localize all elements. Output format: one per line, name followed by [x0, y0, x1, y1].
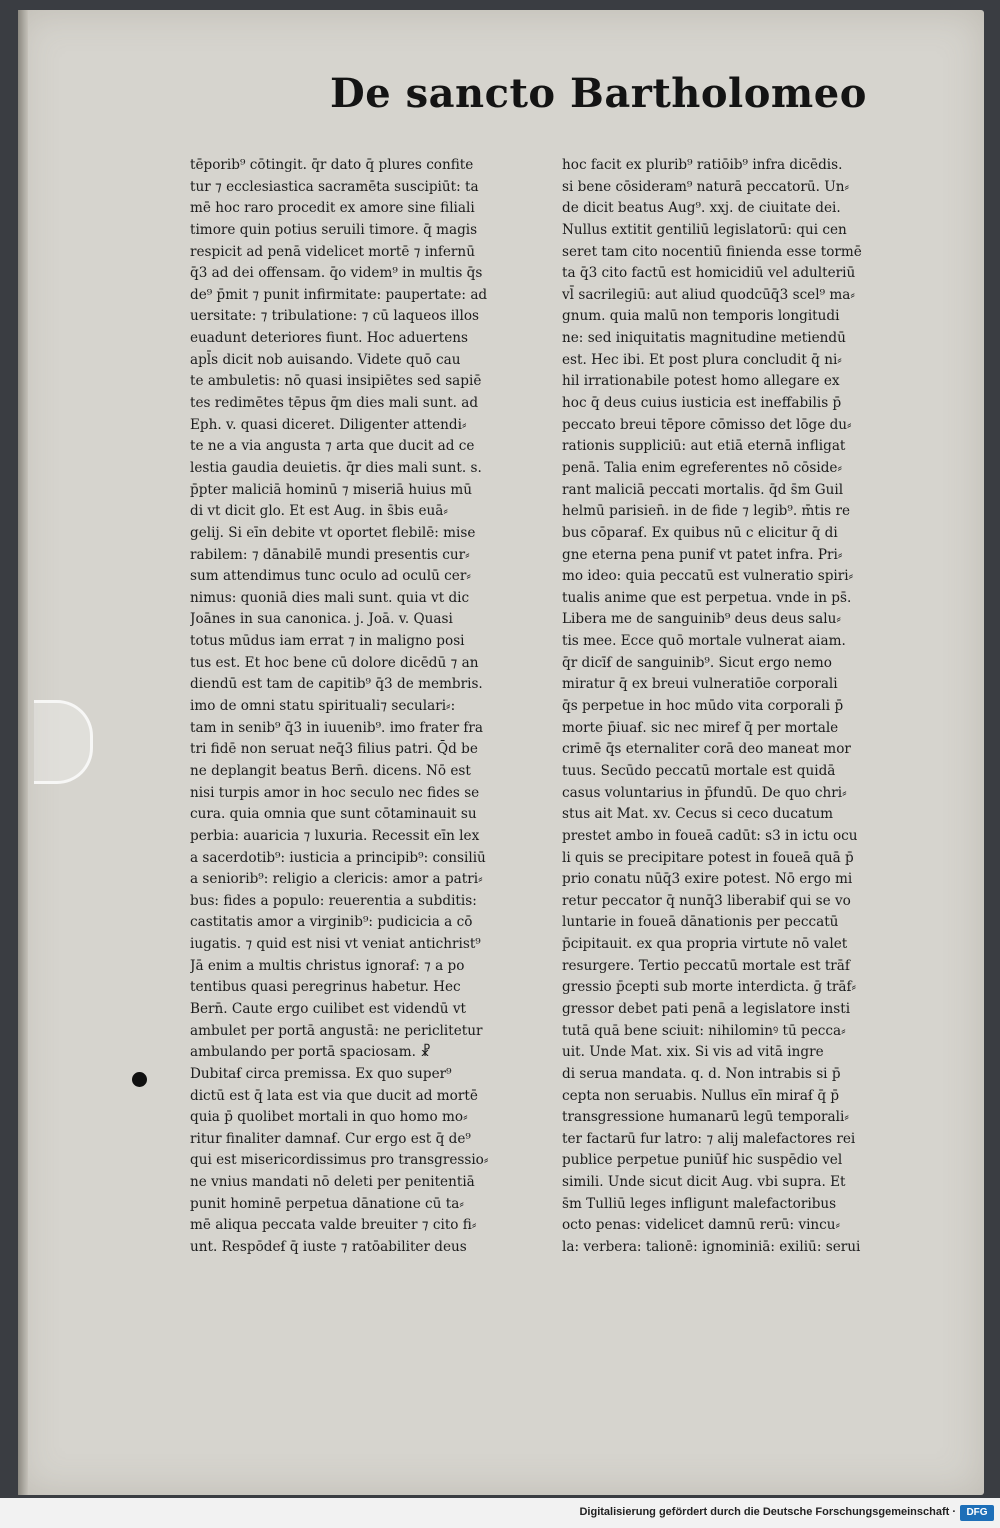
punch-hole-mark [132, 1072, 147, 1087]
footer-bar [0, 1498, 1000, 1528]
text-line: Dubitaẜ circa premissa. Ex quo super⁹ [190, 1065, 452, 1082]
text-line: p̄pter maliciā hominū ⁊ miseriā huius mū [190, 481, 472, 498]
text-line: tēporib⁹ cōtingit. q̄r dato q̄ plures confite [190, 157, 474, 173]
text-line: casus voluntarius in p̄fundū. De quo chri⸗ [562, 784, 847, 801]
text-line: Libera me de sanguinib⁹ deus deus salu⸗ [562, 611, 841, 628]
text-line: ambulando per portā spaciosam. ☧ [190, 1044, 431, 1061]
text-line: tuus. Secūdo peccatū mortale est quidā [562, 762, 836, 779]
text-line: uersitate: ⁊ tribulatione: ⁊ cū laqueos illos [190, 308, 479, 325]
text-line: gressio p̄cepti sub morte interdicta. ḡ trāf⸗ [562, 979, 857, 996]
text-line: punit hominē perpetua dānatione cū ta⸗ [190, 1195, 464, 1212]
text-line: est. Hec ibi. Et post plura concludit q̄ ni⸗ [562, 351, 842, 368]
text-line: peccato breui tēpore cōmisso det lōge du⸗ [562, 416, 852, 433]
text-line: si bene cōsideram⁹ naturā peccatorū. Un⸗ [562, 178, 850, 195]
text-line: tur ⁊ ecclesiastica sacramēta suscipiūt: ta [190, 178, 479, 195]
text-line: cura. quia omnia que sunt cōtaminauit su [190, 806, 477, 823]
text-line: q̄s perpetue in hoc mūdo vita corporali p̄ [562, 698, 844, 715]
text-line: helmū parisien̄. in de fide ⁊ legib⁹. m̄tis re [562, 503, 851, 520]
text-line: crimē q̄s eternaliter corā deo maneat mor [562, 741, 851, 758]
text-line: hil irrationabile potest homo allegare ex [562, 373, 840, 390]
text-line: perbia: auaricia ⁊ luxuria. Recessit eīn lex [190, 827, 480, 844]
text-line: di vt dicit glo. Et est Aug. in s̄bis euā⸗ [190, 503, 448, 520]
text-line: penā. Talia enim egreferentes nō cōside⸗ [562, 459, 842, 476]
text-line: rabilem: ⁊ dānabilē mundi presentis cur⸗ [190, 546, 470, 563]
text-line: castitatis amor a virginib⁹: pudicicia a cō [190, 914, 473, 931]
text-line: ambulet per portā angustā: ne periclitetur [190, 1022, 483, 1039]
text-line: mē hoc raro procedit ex amore sine filiali [190, 200, 475, 217]
text-line: gne eterna pena puniẜ vt patet infra. Pri⸗ [562, 546, 843, 563]
text-line: de⁹ p̄mit ⁊ punit infirmitate: paupertate: ad [190, 286, 488, 303]
text-line: Jā enim a multis christus ignoraẜ: ⁊ a po [190, 957, 465, 974]
text-line: cepta non seruabis. Nullus eīn miraẜ q̄ p̄ [562, 1087, 840, 1104]
page-heading: De sancto Bartholomeo [330, 70, 867, 117]
text-line: tri fidē non seruat neq̄3 filius patri. Q̄d be [190, 741, 478, 758]
text-line: dictū est q̄ lata est via que ducit ad mortē [190, 1087, 478, 1104]
text-line: tis mee. Ecce quō mortale vulnerat aiam. [562, 633, 846, 650]
text-line: quia p̄ quolibet mortali in quo homo mo⸗ [190, 1109, 468, 1126]
text-line: tutā quā bene sciuit: nihilominꝰ tū pecca⸗ [562, 1022, 846, 1039]
text-line: prestet ambo in foueā cadūt: s3 in ictu ocu [562, 827, 858, 844]
dfg-logo: DFG [960, 1505, 994, 1521]
text-line: lestia gaudia deuietis. q̄r dies mali sunt. s. [190, 459, 482, 476]
text-line: ne: sed iniquitatis magnitudine metiendū [562, 330, 846, 347]
text-line: tus est. Et hoc bene cū dolore dicēdū ⁊ an [190, 654, 479, 671]
text-line: li quis se precipitare potest in foueā quā p̄ [562, 849, 854, 866]
text-line: timore quin potius seruili timore. q̄ magis [190, 221, 478, 238]
text-line: p̄cipitauit. ex qua propria virtute nō valet [562, 936, 848, 953]
text-line: ritur finaliter damnaẜ. Cur ergo est q̄ de⁹ [190, 1130, 471, 1147]
left-text-column [190, 155, 548, 1259]
text-line: la: verbera: talionē: ignominiā: exiliū: serui [562, 1239, 861, 1256]
text-line: Joānes in sua canonica. j. Joā. v. Quasi [190, 611, 453, 628]
text-line: hoc q̄ deus cuius iusticia est ineffabilis p̄ [562, 395, 842, 412]
text-line: simili. Unde sicut dicit Aug. vbi supra. Et [562, 1174, 846, 1191]
text-line: nisi turpis amor in hoc seculo nec fides se [190, 784, 480, 801]
text-line: stus ait Mat. xv. Cecus si ceco ducatum [562, 806, 834, 823]
text-line: ne deplangit beatus Bern̄. dicens. Nō est [190, 762, 471, 779]
text-line: vl̄ sacrilegiū: aut aliud quodcūq̄3 scel⁹ ma⸗ [562, 286, 855, 303]
text-line: a sacerdotib⁹: iusticia a principib⁹: consiliū [190, 849, 486, 866]
text-line: octo penas: videlicet damnū rerū: vincu⸗ [562, 1217, 841, 1234]
text-line: seret tam cito nocentiū finienda esse tormē [562, 243, 862, 260]
text-line: di serua mandata. q. d. Non intrabis si p̄ [562, 1065, 841, 1082]
text-line: sum attendimus tunc oculo ad oculū cer⸗ [190, 568, 471, 585]
text-line: rant maliciā peccati mortalis. q̄d s̄m Guil [562, 481, 844, 498]
text-line: Eph. v. quasi diceret. Diligenter attendi⸗ [190, 416, 467, 433]
text-line: uit. Unde Mat. xix. Si vis ad vitā ingre [562, 1044, 824, 1061]
text-line: publice perpetue puniūẜ hic suspēdio vel [562, 1152, 843, 1169]
text-line: bus: fides a populo: reuerentia a subditis: [190, 892, 477, 909]
text-line: s̄m Tulliū leges infligunt malefactoribus [562, 1195, 837, 1212]
text-line: unt. Respōdeẜ q̄ iuste ⁊ ratōabiliter deus [190, 1239, 467, 1256]
text-line: mē aliqua peccata valde breuiter ⁊ cito fi⸗ [190, 1217, 477, 1234]
text-line: euadunt deteriores fiunt. Hoc aduertens [190, 330, 469, 347]
text-line: qui est misericordissimus pro transgressio⸗ [190, 1152, 489, 1169]
text-line: transgressione humanarū legū temporali⸗ [562, 1109, 849, 1126]
text-line: ter factarū fur latro: ⁊ alij malefactores rei [562, 1130, 856, 1147]
text-line: hoc facit ex plurib⁹ ratiōib⁹ infra dicēdis. [562, 157, 843, 173]
text-line: te ne a via angusta ⁊ arta que ducit ad ce [190, 438, 475, 455]
text-line: respicit ad penā videlicet mortē ⁊ infernū [190, 243, 475, 260]
text-line: q̄3 ad dei offensam. q̄o videm⁹ in multis q̄s [190, 265, 483, 282]
text-line: ta q̄3 cito factū est homicidiū vel adulteriū [562, 265, 856, 282]
binding-clip-icon [34, 700, 93, 784]
text-line: resurgere. Tertio peccatū mortale est trāf [562, 957, 850, 974]
text-line: gelij. Si eīn debite vt oportet flebilē: mise [190, 524, 476, 541]
text-line: Nullus extitit gentiliū legislatorū: qui cen [562, 221, 847, 238]
text-line: tualis anime que est perpetua. vnde in ps̄. [562, 589, 852, 606]
text-line: de dicit beatus Aug⁹. xxj. de ciuitate dei. [562, 200, 841, 217]
text-line: tes redimētes tēpus q̄m dies mali sunt. ad [190, 395, 479, 412]
text-line: bus cōparaẜ. Ex quibus nū c elicitur q̄ di [562, 524, 838, 541]
text-line: iugatis. ⁊ quid est nisi vt veniat antichrist⁹ [190, 936, 481, 953]
text-line: nimus: quoniā dies mali sunt. quia vt dic [190, 589, 470, 606]
text-line: ne vnius mandati nō deleti per penitentiā [190, 1174, 475, 1191]
text-line: gressor debet pati penā a legislatore insti [562, 1000, 851, 1017]
text-line: te ambuletis: nō quasi insipiētes sed sapiē [190, 373, 482, 390]
funding-credit: Digitalisierung gefördert durch die Deutsche Forschungsgemeinschaft · [579, 1506, 956, 1518]
text-line: apl̄s dicit nob auisando. Videte quō cau [190, 351, 461, 368]
text-line: tam in senib⁹ q̄3 in iuuenib⁹. imo frater fra [190, 719, 484, 736]
text-line: a seniorib⁹: religio a clericis: amor a patri⸗ [190, 871, 483, 888]
text-line: retur peccator q̄ nunq̄3 liberabiẜ qui se vo [562, 892, 851, 909]
text-line: mo ideo: quia peccatū est vulneratio spiri⸗ [562, 568, 854, 585]
text-line: diendū est tam de capitib⁹ q̄3 de membris. [190, 676, 483, 693]
text-line: tentibus quasi peregrinus habetur. Hec [190, 979, 461, 996]
text-line: prio conatu nūq̄3 exire potest. Nō ergo mi [562, 871, 853, 888]
text-line: morte p̄iuaẜ. sic nec miref q̄ per mortale [562, 719, 839, 736]
page-binding-edge [18, 10, 28, 1495]
text-line: rationis suppliciū: aut etiā eternā infligat [562, 438, 846, 455]
text-line: gnum. quia malū non temporis longitudi [562, 308, 840, 325]
text-line: Bern̄. Caute ergo cuilibet est videndū vt [190, 1000, 466, 1017]
text-line: miratur q̄ ex breui vulneratiōe corporali [562, 676, 838, 693]
text-line: totus mūdus iam errat ⁊ in maligno posi [190, 633, 465, 650]
text-line: imo de omni statu spirituali⁊ seculari⸗: [190, 698, 456, 715]
text-line: luntarie in foueā dānationis per peccatū [562, 914, 839, 931]
right-text-column [562, 155, 912, 1259]
text-line: q̄r dicīẜ de sanguinib⁹. Sicut ergo nemo [562, 654, 832, 671]
